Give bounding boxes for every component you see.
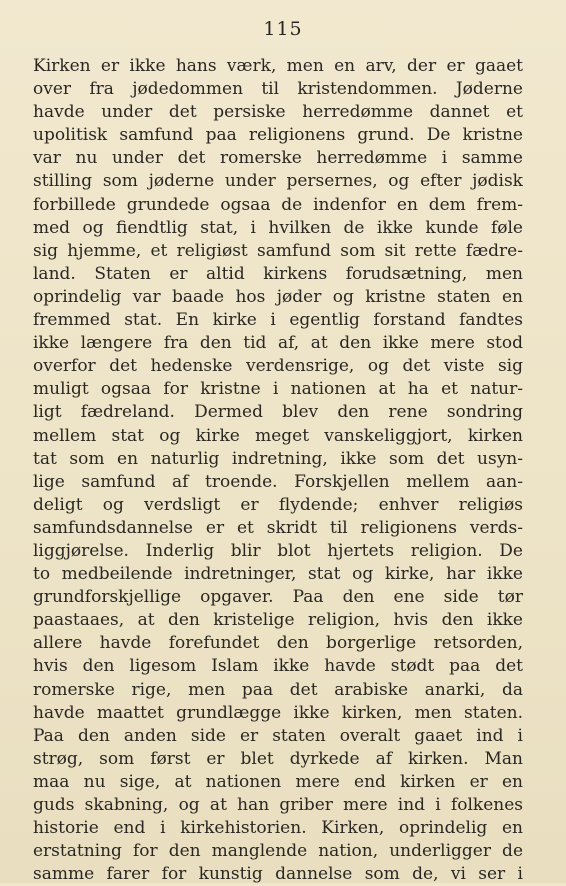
- text-line: samme farer for kunstig dannelse som de, vi ser i: [33, 864, 523, 885]
- text-line: sig hjemme, et religiøst samfund som sit rette fædre-: [33, 240, 523, 261]
- text-line: upolitisk samfund paa religionens grund. De kristne: [33, 125, 523, 146]
- text-line: strøg, som først er blet dyrkede af kirken. Man: [33, 748, 523, 769]
- text-line: overfor det hedenske verdensrige, og det viste sig: [33, 356, 523, 377]
- text-line: over fra jødedommen til kristendommen. Jøderne: [33, 79, 523, 100]
- text-line: historie end i kirkehistorien. Kirken, oprindelig en: [33, 818, 523, 839]
- text-line: ikke længere fra den tid af, at den ikke mere stod: [33, 333, 523, 354]
- text-line: ligt fædreland. Dermed blev den rene sondring: [33, 402, 523, 423]
- body-text: [33, 55, 523, 886]
- text-line: var nu under det romerske herredømme i samme: [33, 148, 523, 169]
- page-number: 115: [263, 18, 303, 40]
- text-line: hvis den ligesom Islam ikke havde stødt paa det: [33, 656, 523, 677]
- text-line: erstatning for den manglende nation, underligger de: [33, 841, 523, 862]
- text-line: romerske rige, men paa det arabiske anarki, da: [33, 679, 523, 700]
- text-line: Paa den anden side er staten overalt gaaet ind i: [33, 725, 523, 746]
- text-line: forbillede grundede ogsaa de indenfor en dem frem-: [33, 194, 523, 215]
- text-line: Kirken er ikke hans værk, men en arv, der er gaaet: [33, 56, 523, 76]
- text-line: havde maattet grundlægge ikke kirken, men staten.: [33, 702, 523, 723]
- text-line: liggjørelse. Inderlig blir blot hjertets religion. De: [33, 540, 523, 561]
- text-line: maa nu sige, at nationen mere end kirken er en: [33, 771, 523, 792]
- text-line: stilling som jøderne under persernes, og efter jødisk: [33, 171, 523, 192]
- text-line: to medbeilende indretninger, stat og kirke, har ikke: [33, 564, 523, 585]
- text-line: paastaaes, at den kristelige religion, hvis den ikke: [33, 610, 523, 631]
- text-line: land. Staten er altid kirkens forudsætning, men: [33, 263, 523, 284]
- text-line: med og fiendtlig stat, i hvilken de ikke kunde føle: [33, 217, 523, 238]
- text-line: lige samfund af troende. Forskjellen mellem aan-: [33, 471, 523, 492]
- text-line: havde under det persiske herredømme dannet et: [33, 102, 523, 123]
- text-line: grundforskjellige opgaver. Paa den ene side tør: [33, 587, 523, 608]
- text-line: oprindelig var baade hos jøder og kristne staten en: [33, 286, 523, 307]
- text-line: muligt ogsaa for kristne i nationen at ha et natur-: [33, 379, 523, 400]
- text-line: mellem stat og kirke meget vanskeliggjort, kirken: [33, 425, 523, 446]
- text-line: tat som en naturlig indretning, ikke som det usyn-: [33, 448, 523, 469]
- text-line: samfundsdannelse er et skridt til religionens verds-: [33, 517, 523, 538]
- text-line: allere havde forefundet den borgerlige retsorden,: [33, 633, 523, 654]
- text-line: deligt og verdsligt er flydende; enhver religiøs: [33, 494, 523, 515]
- text-line: guds skabning, og at han griber mere ind i folkenes: [33, 795, 523, 815]
- text-line: fremmed stat. En kirke i egentlig forstand fandtes: [33, 310, 523, 331]
